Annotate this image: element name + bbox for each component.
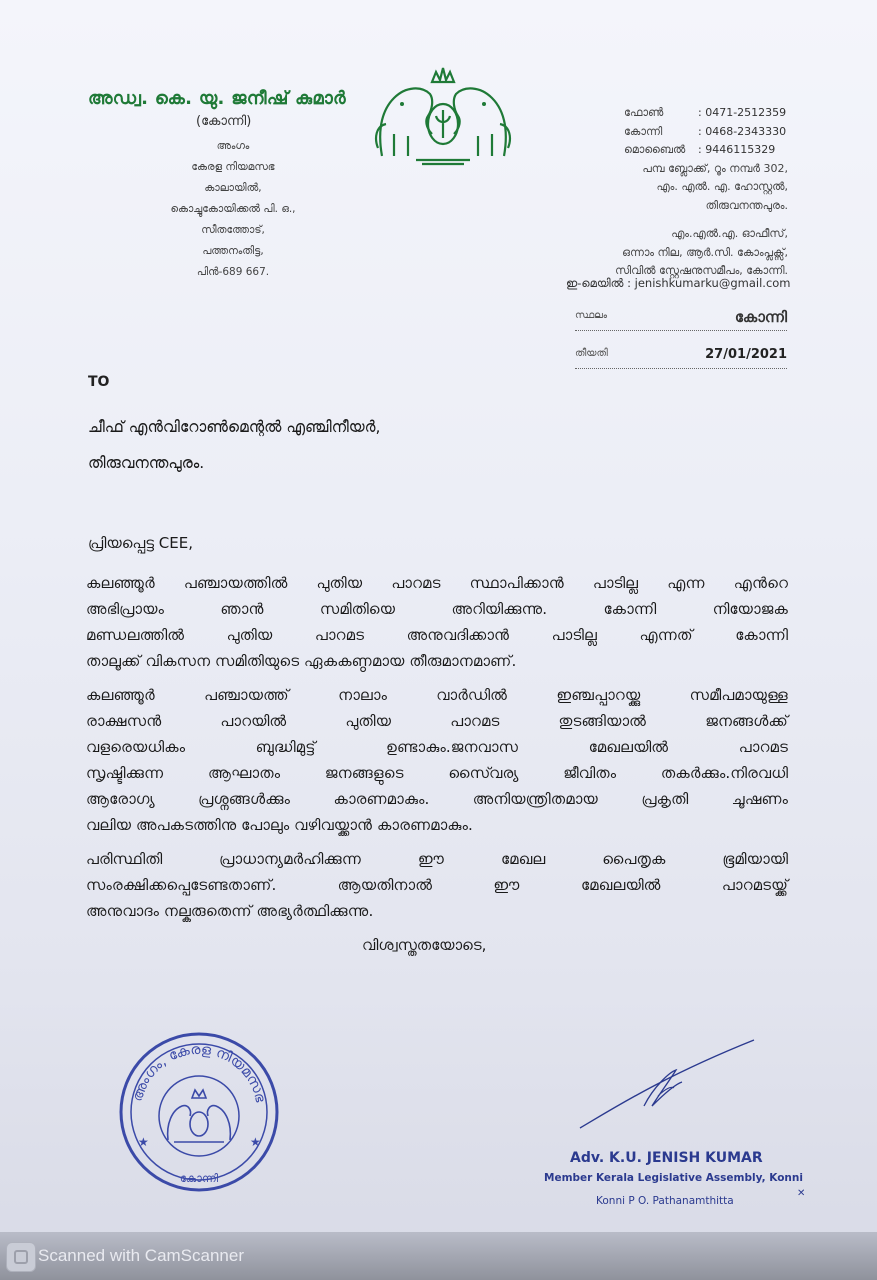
recipient-line: ചീഫ് എൻവിറോൺമെന്റൽ എഞ്ചിനീയർ,	[88, 418, 381, 436]
office-address-line: എം.എൽ.എ. ഓഫീസ്,	[671, 227, 788, 240]
signatory-title: Member Kerala Legislative Assembly, Konni	[544, 1172, 803, 1184]
place-field	[575, 310, 787, 331]
to-label: TO	[88, 374, 110, 390]
paragraph-line: താലൂക്ക് വികസന സമിതിയുടെ ഏകകണ്ഠമായ തീരുമാനമാണ്.	[86, 652, 517, 670]
paragraph-line: പരിസ്ഥിതി പ്രാധാന്യമർഹിക്കുന്ന ഈ മേഖല പൈതൃക ഭൂമിയായി	[86, 850, 788, 868]
letterhead-right-address	[540, 104, 788, 281]
svg-text:★: ★	[250, 1135, 261, 1149]
cross-mark-icon: ✕	[797, 1188, 806, 1199]
place-value: കോന്നി	[734, 308, 787, 326]
recipient-line: തിരുവനന്തപുരം.	[88, 454, 205, 472]
address-line: പത്തനംതിട്ട,	[202, 245, 264, 257]
kerala-emblem-icon	[372, 64, 514, 170]
date-value: 27/01/2021	[705, 347, 787, 362]
paragraph-line: രാക്ഷസൻ പാറയിൽ പുതിയ പാറമട തുടങ്ങിയാൽ ജനങ്ങൾക്ക്	[86, 712, 788, 730]
paragraph-line: സംരക്ഷിക്കപ്പെടേണ്ടതാണ്. ആയതിനാൽ ഈ മേഖലയിൽ പാറമടയ്ക്ക്	[86, 876, 788, 894]
konni-phone-row	[540, 123, 788, 142]
letterhead-name: അഡ്വ. കെ. യു. ജനീഷ് കുമാർ	[88, 88, 346, 109]
svg-text:★: ★	[138, 1135, 149, 1149]
mobile-value: : 9446115329	[698, 143, 776, 156]
scanner-watermark: Scanned with CamScanner	[38, 1246, 245, 1265]
email-line: ഇ-മെയിൽ : jenishkumarku@gmail.com	[566, 276, 791, 290]
handwritten-signature-icon	[574, 1036, 764, 1136]
address-line: കേരള നിയമസഭ	[191, 161, 275, 173]
date-label: തീയതി	[575, 348, 608, 359]
phone-value: : 0471-2512359	[698, 106, 787, 119]
paragraph-line: കലഞ്ഞൂർ പഞ്ചായത്ത് നാലാം വാർഡിൽ ഇഞ്ചപ്പാറയ്ക്കു സമീപമായുള്ള	[86, 686, 788, 704]
hostel-address-line: പമ്പ ബ്ലോക്ക്, റൂം നമ്പർ 302,	[642, 161, 788, 175]
paragraph-line: അനുവാദം നല്കരുതെന്ന് അഭ്യർത്ഥിക്കുന്നു.	[86, 902, 374, 920]
paragraph-line: ആരോഗ്യ പ്രശ്നങ്ങൾക്കും കാരണമാകും. അനിയന്ത്രിതമായ പ്രകൃതി ചൂഷണം	[86, 790, 788, 808]
paragraph-2	[86, 682, 788, 838]
address-line: സീതത്തോട്,	[201, 224, 265, 236]
address-line: പിൻ-689 667.	[196, 266, 270, 278]
hostel-address-line: എം. എൽ. എ. ഹോസ്റ്റൽ,	[656, 180, 788, 193]
salutation: പ്രിയപ്പെട്ട CEE,	[88, 534, 193, 552]
paragraph-line: വളരെയധികം ബുദ്ധിമുട്ട് ഉണ്ടാകും.ജനവാസ മേഖലയിൽ പാറമട	[86, 738, 788, 756]
official-seal-icon	[116, 1020, 282, 1200]
phone-label: ഫോൺ	[624, 106, 664, 119]
mobile-label: മൊബൈൽ	[624, 143, 686, 156]
phone-row	[540, 104, 788, 123]
office-address-line: സിവിൽ സ്റ്റേഷനുസമീപം, കോന്നി.	[615, 264, 788, 277]
address-line: അംഗം	[216, 140, 250, 152]
paragraph-3	[86, 846, 788, 924]
paragraph-line: വലിയ അപകടത്തിനു പോലും വഴിവയ്ക്കാൻ കാരണമാകും.	[86, 816, 473, 834]
camscanner-logo-icon	[6, 1242, 36, 1272]
office-address-line: ഒന്നാം നില, ആർ.സി. കോംപ്ലക്സ്,	[622, 245, 788, 259]
paragraph-1	[86, 570, 788, 674]
paragraph-line: അഭിപ്രായം ഞാൻ സമിതിയെ അറിയിക്കുന്നു. കോന്നി നിയോജക	[86, 600, 788, 618]
hostel-address-line: തിരുവനന്തപുരം.	[705, 198, 788, 212]
paragraph-line: സൃഷ്ടിക്കുന്ന ആഘാതം ജനങ്ങളുടെ സൈ്വര്യ ജീവിതം തകർക്കും.നിരവധി	[86, 764, 788, 782]
letterhead-left-address	[142, 136, 324, 283]
address-line: കൊച്ചുകോയിക്കൽ പി. ഒ.,	[170, 203, 296, 215]
letterhead-constituency: (കോന്നി)	[196, 114, 252, 129]
paragraph-line: കലഞ്ഞൂർ പഞ്ചായത്തിൽ പുതിയ പാറമട സ്ഥാപിക്കാൻ പാടില്ല എന്ന എൻറെ	[86, 574, 788, 592]
seal-ring-text: അംഗം, കേരള നിയമസഭ	[129, 1041, 269, 1104]
place-label: സ്ഥലം	[575, 310, 608, 321]
address-line: കാലായിൽ,	[204, 182, 262, 194]
konni-phone-value: : 0468-2343330	[698, 124, 787, 138]
seal-bottom-text: കോന്നി	[179, 1172, 219, 1185]
closing-line: വിശ്വസ്തതയോടെ,	[362, 936, 487, 954]
konni-phone-label: കോന്നി	[624, 124, 663, 138]
date-field	[575, 348, 787, 369]
mobile-row	[540, 141, 788, 160]
signatory-address: Konni P O. Pathanamthitta	[596, 1195, 734, 1207]
signatory-name: Adv. K.U. JENISH KUMAR	[570, 1150, 763, 1166]
paragraph-line: മണ്ഡലത്തിൽ പുതിയ പാറമട അനുവദിക്കാൻ പാടില്ല എന്നത് കോന്നി	[86, 626, 788, 644]
